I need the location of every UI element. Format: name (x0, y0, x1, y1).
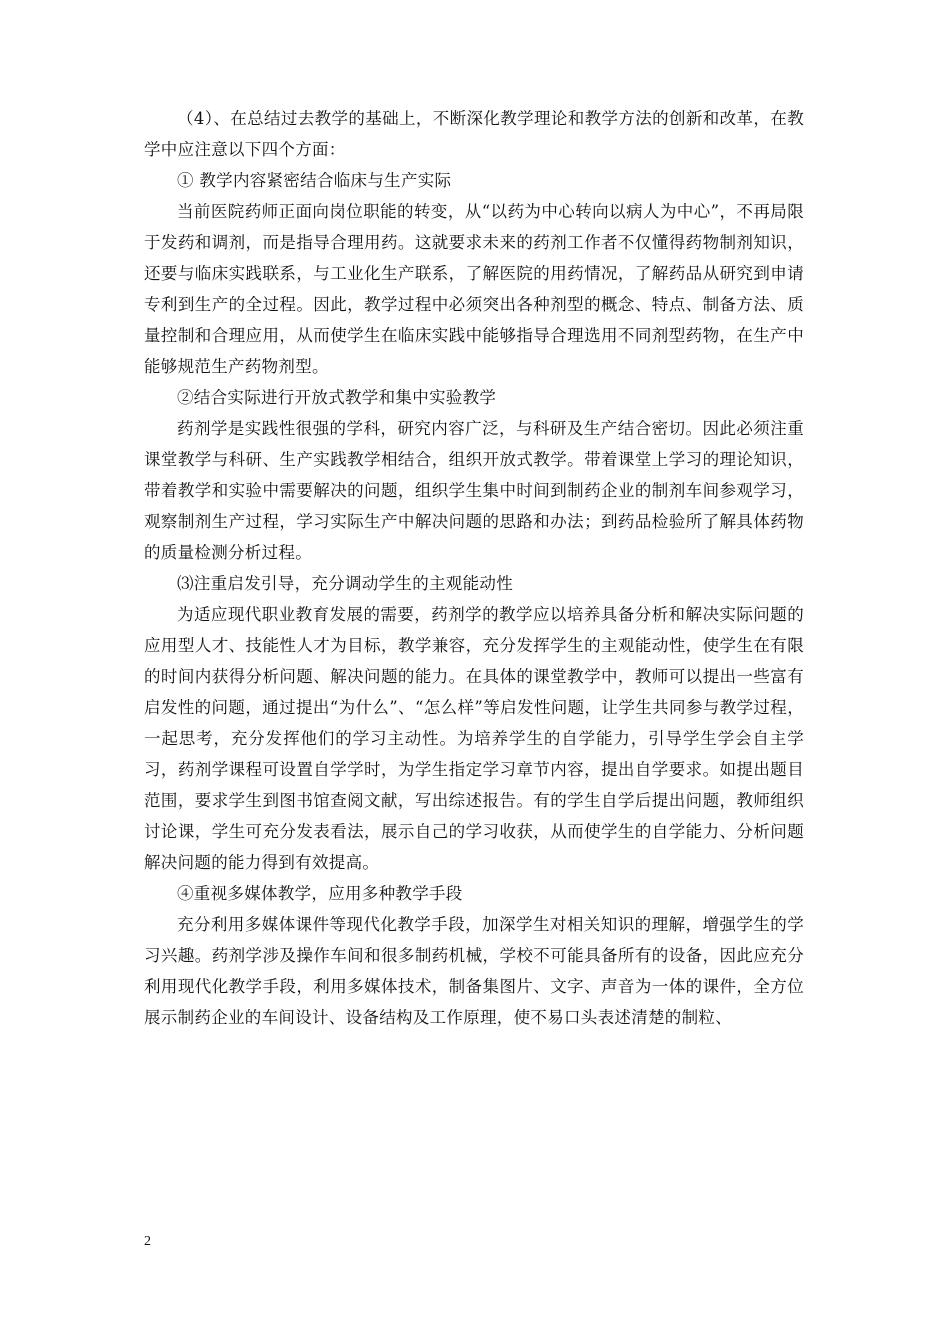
page-body (144, 103, 804, 1033)
heading-item-3: ⑶注重启发引导，充分调动学生的主观能动性 (177, 574, 513, 593)
paragraph-item-1: 当前医院药师正面向岗位职能的转变，从“以药为中心转向以病人为中心”，不再局限于发药和调剂，而是指导合理用药。这就要求未来的药剂工作者不仅懂得药物制剂知识，还要与临床实践联系，与工业化生产联系，了解医院的用药情况，了解药品从研究到申请专利到生产的全过程。因此，教学过程中必须突出各种剂型的概念、特点、制备方法、质量控制和合理应用，从而使学生在临床实践中能够指导合理选用不同剂型药物，在生产中能够规范生产药物剂型。 (144, 202, 804, 376)
heading-item-4: ④重视多媒体教学，应用多种教学手段 (177, 884, 463, 903)
paragraph-item-4: 充分利用多媒体课件等现代化教学手段，加深学生对相关知识的理解，增强学生的学习兴趣。药剂学涉及操作车间和很多制药机械，学校不可能具备所有的设备，因此应充分利用现代化教学手段，利用多媒体技术，制备集图片、文字、声音为一体的课件，全方位展示制药企业的车间设计、设备结构及工作原理，使不易口头表述清楚的制粒、 (144, 915, 804, 1027)
heading-item-1: ① 教学内容紧密结合临床与生产实际 (177, 171, 452, 190)
page-number: 2 (144, 1234, 151, 1249)
paragraph-item-2: 药剂学是实践性很强的学科，研究内容广泛，与科研及生产结合密切。因此必须注重课堂教学与科研、生产实践教学相结合，组织开放式教学。带着课堂上学习的理论知识，带着教学和实验中需要解决的问题，组织学生集中时间到制药企业的制剂车间参观学习，观察制剂生产过程，学习实际生产中解决问题的思路和办法；到药品检验所了解具体药物的质量检测分析过程。 (144, 419, 804, 562)
paragraph-item-3: 为适应现代职业教育发展的需要，药剂学的教学应以培养具备分析和解决实际问题的应用型人才、技能性人才为目标，教学兼容，充分发挥学生的主观能动性，使学生在有限的时间内获得分析问题、解决问题的能力。在具体的课堂教学中，教师可以提出一些富有启发性的问题，通过提出“为什么”、“怎么样”等启发性问题，让学生共同参与教学过程，一起思考，充分发挥他们的学习主动性。为培养学生的自学能力，引导学生学会自主学习，药剂学课程可设置自学学时，为学生指定学习章节内容，提出自学要求。如提出题目范围，要求学生到图书馆查阅文献，写出综述报告。有的学生自学后提出问题，教师组织讨论课，学生可充分发表看法，展示自己的学习收获，从而使学生的自学能力、分析问题解决问题的能力得到有效提高。 (144, 605, 804, 872)
heading-item-2: ②结合实际进行开放式教学和集中实验教学 (177, 388, 497, 407)
paragraph-intro: （4）、在总结过去教学的基础上，不断深化教学理论和教学方法的创新和改革，在教学中应注意以下四个方面： (144, 109, 804, 159)
